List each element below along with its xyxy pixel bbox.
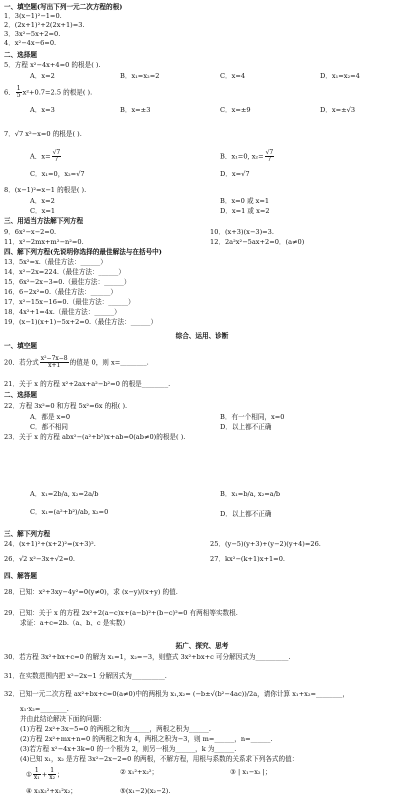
question-28: 28．已知：x²+3xy−4y²=0(y≠0)，求 (x−y)/(x+y) 的值. bbox=[4, 588, 178, 596]
question-31: 31．在实数范围内把 x²−2x−1 分解因式为__________. bbox=[4, 672, 167, 680]
question-32-part-4: (4)已知 x₁，x₂ 是方程 3x²−2x−2=0 的两根，不解方程，用根与系数的关系求下列各式的值： bbox=[20, 755, 299, 763]
question-1: 1．3(x−1)²−1=0. bbox=[4, 12, 62, 20]
q22-option-d: D．以上都不正确 bbox=[220, 423, 272, 431]
question-24: 24．(x+1)²+(x+2)²=(x+3)². bbox=[4, 540, 96, 548]
question-32-item-5: ⑤(x₁−2)(x₂−2). bbox=[120, 787, 171, 795]
q23-option-d: D．以上都不正确 bbox=[220, 510, 272, 518]
q7-option-a: A．x= $\frac{√7}{7}$ bbox=[30, 149, 61, 163]
question-25: 25．(y−5)(y+3)+(y−2)(y+4)=26. bbox=[210, 540, 321, 548]
question-30: 30．若方程 3x²+bx+c=0 的解为 x₁=1，x₂=−3，则整式 3x²+bx+c 可分解因式为__________. bbox=[4, 653, 291, 661]
part-title-comprehensive: 综合、运用、诊断 bbox=[175, 332, 229, 340]
question-11: 11．x²−2mx+m²−n²=0. bbox=[4, 238, 84, 246]
q5-option-a: A．x=2 bbox=[30, 72, 55, 80]
q7-option-c: C．x₁=0，x₂=√7 bbox=[30, 170, 85, 178]
question-20: 20．若分式 $\frac{\text{x²−7x−8}}{x+1}$ 的值是 0，则 x=________. bbox=[4, 355, 149, 369]
question-32-product: x₁·x₂=________. bbox=[20, 705, 69, 713]
section-title-choice: 二、选择题 bbox=[4, 51, 37, 59]
q8-option-a: A．x=2 bbox=[30, 197, 55, 205]
q23-option-b: B．x₁=b/a, x₂=a/b bbox=[220, 490, 281, 498]
question-9: 9．6x²−x−2=0. bbox=[4, 228, 57, 236]
q7-option-b: B．x₁=0, x₂= $\frac{√7}{7}$ bbox=[220, 149, 274, 163]
question-2: 2．(2x+1)²+2(2x+1)=3. bbox=[4, 21, 85, 29]
question-29: 29．已知：关于 x 的方程 2x²+2(a−c)x+(a−b)²+(b−c)²=0 有两相等实数根. bbox=[4, 609, 238, 617]
q22-option-c: C．都不相同 bbox=[30, 423, 69, 431]
question-14: 14．x²−2x=224.（最佳方法：______） bbox=[4, 268, 125, 276]
question-32: 32．已知一元二次方程 ax²+bx+c=0(a≠0)中的两根为 x₁,x₂= (−b±√(b²−4ac))/2a，请你计算 x₁+x₂=________， bbox=[4, 690, 349, 698]
q5-option-b: B．x₁=x₂=2 bbox=[120, 72, 160, 80]
q22-option-a: A．都是 x=0 bbox=[30, 413, 71, 421]
q6-option-c: C．x=±9 bbox=[220, 106, 251, 114]
part-title-extension: 拓广、探究、思考 bbox=[175, 642, 229, 650]
question-32-part-1: (1)方程 2x²+3x−5=0 的两根之和为______，两根之积为______. bbox=[20, 725, 211, 733]
q7-option-d: D．x=√7 bbox=[220, 170, 250, 178]
question-32-part-2: (2)方程 2x²+mx+n=0 的两根之和为 4，两根之积为−3，则 m=______，n=______. bbox=[20, 735, 273, 743]
question-32-item-3: ③ | x₁−x₂ |； bbox=[230, 768, 272, 776]
question-7: 7．√7 x²−x=0 的根是( ). bbox=[4, 130, 82, 138]
q8-option-b: B．x=0 或 x=1 bbox=[220, 197, 270, 205]
question-12: 12．2a²x²−5ax+2=0．(a≠0) bbox=[210, 238, 305, 246]
question-32-item-4: ④ x₁x₂²+x₁²x₂； bbox=[26, 787, 77, 795]
section-title-answer: 四、解答题 bbox=[4, 572, 37, 580]
q23-option-a: A．x₁=2b/a, x₂=2a/b bbox=[30, 490, 99, 498]
q5-option-c: C．x=4 bbox=[220, 72, 246, 80]
question-13: 13．5x²=x.（最佳方法：______） bbox=[4, 258, 107, 266]
question-32-item-2: ② x₁²+x₂²； bbox=[120, 768, 159, 776]
q23-option-c: C．x₁=(a²+b²)/ab, x₂=0 bbox=[30, 508, 109, 516]
q8-option-c: C．x=1 bbox=[30, 207, 56, 215]
q6-option-d: D．x=±√3 bbox=[320, 106, 356, 114]
question-5: 5．方程 x²−4x+4=0 的根是( ). bbox=[4, 61, 101, 69]
question-8: 8．(x−1)²=x−1 的根是( ). bbox=[4, 186, 87, 194]
question-6: 6． $\frac{1}{5}$ x²+0.7=2.5 的根是( ). bbox=[4, 85, 93, 99]
question-18: 18．4x²+1=4x.（最佳方法：______） bbox=[4, 308, 121, 316]
question-21: 21．关于 x 的方程 x²+2ax+a²−b²=0 的根是________. bbox=[4, 380, 171, 388]
question-15: 15．6x²−2x−3=0.（最佳方法：______） bbox=[4, 278, 131, 286]
question-22: 22．方程 3x²=0 和方程 5x²=6x 的根( ). bbox=[4, 402, 128, 410]
question-3: 3．3x²−5x+2=0. bbox=[4, 30, 61, 38]
question-32-part-3: (3)若方程 x²−4x+3k=0 的一个根为 2，则另一根为______，k 为______. bbox=[20, 745, 237, 753]
question-29-prove: 求证：a+c=2b.（a、b、c 是实数） bbox=[20, 619, 130, 627]
section-title-solve: 三、用适当方法解下列方程 bbox=[4, 217, 84, 225]
q5-option-d: D．x₁=x₂=4 bbox=[320, 72, 360, 80]
section-title-fill-in-2: 一、填空题 bbox=[4, 342, 37, 350]
question-19: 19．(x−1)(x+1)−5x+2=0.（最佳方法：______） bbox=[4, 318, 158, 326]
question-23: 23．关于 x 的方程 abx²−(a²+b²)x+ab=0(ab≠0)的根是( ). bbox=[4, 433, 186, 441]
q6-option-b: B．x=±3 bbox=[120, 106, 151, 114]
q6-option-a: A．x=3 bbox=[30, 106, 55, 114]
section-title-fill-in: 一、填空题(写出下列一元二次方程的根) bbox=[4, 3, 123, 11]
question-10: 10．(x+3)(x−3)=3. bbox=[210, 228, 274, 236]
question-27: 27．kx²−(k+1)x+1=0. bbox=[210, 555, 285, 563]
section-title-choice-2: 二、选择题 bbox=[4, 391, 37, 399]
question-4: 4．x²−4x−6=0. bbox=[4, 39, 57, 47]
section-title-solve-2: 三、解下列方程 bbox=[4, 530, 51, 538]
question-16: 16．6−2x²=0.（最佳方法：______） bbox=[4, 288, 118, 296]
question-32-intro: 并由此结论解决下面的问题： bbox=[20, 715, 106, 723]
question-26: 26．√2 x²−3x+√2=0. bbox=[4, 555, 76, 563]
q8-option-d: D．x=1 或 x=2 bbox=[220, 207, 270, 215]
q22-option-b: B．有一个相同，x=0 bbox=[220, 413, 285, 421]
section-title-best-method: 四、解下列方程(先说明你选择的最佳解法与在括号中) bbox=[4, 248, 162, 256]
question-32-item-1: ① $\frac{1}{\text{x₁}}$ + $\frac{1}{\text{x₂}}$ ； bbox=[26, 767, 64, 781]
question-17: 17．x²−15x−16=0.（最佳方法：______） bbox=[4, 298, 135, 306]
